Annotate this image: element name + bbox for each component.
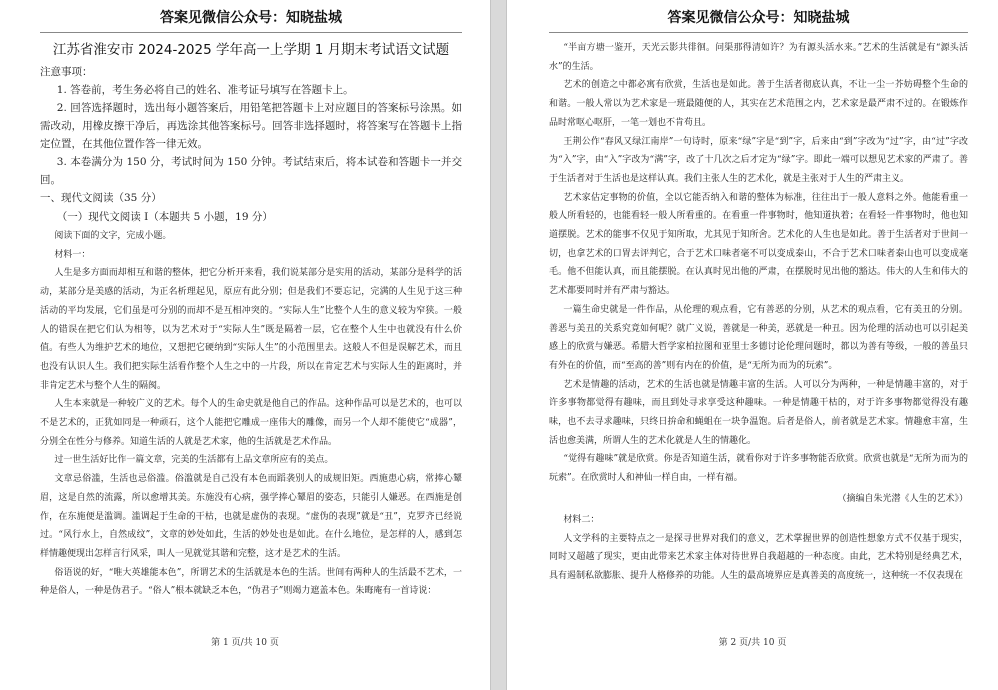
- page-footer: 第 1 页/共 10 页: [211, 638, 279, 648]
- material-label: 材料一：: [54, 249, 91, 260]
- body-paragraph: 人生是多方面而却相互和谐的整体，把它分析开来看，我们说某部分是实用的活动，某部分是科学的活动，某部分是美感的活动，为正名析理起见，原应有此分别；但是我们不要忘记，完满的人生见于这三种活动的平均发展，它们虽是可分别的而却不是互相冲突的。“实际人生”比整个人生的意义较为窄狭。一般人的错误在把它们认为相等，以为艺术对于“实际人生”既是隔着一层，它在整个人生中也就没有什么价值。有些人为维护艺术的地位，又想把它硬纳到“实际人生”的小范围里去。这般人不但是误解艺术，而且也没有认识人生。我们把实际生活看作整个人生之中的一片段，所以在肯定艺术与实际人生的距离时，并非肯定艺术与整个人生的隔阂。: [40, 268, 462, 391]
- notice-item: 2. 回答选择题时，选出每小题答案后，用铅笔把答题卡上对应题目的答案标号涂黑。如需改动，用橡皮擦干净后，再选涂其他答案标号。回答非选择题时，将答案写在答题卡上指定位置，在其他位置作答一律无效。: [40, 102, 462, 150]
- page-header: 答案见微信公众号：知晓盐城: [667, 10, 850, 26]
- page-footer: 第 2 页/共 10 页: [718, 638, 787, 648]
- body-paragraph: 艺术是情趣的活动，艺术的生活也就是情趣丰富的生活。人可以分为两种，一种是情趣丰富的，对于许多事物都觉得有趣味，而且到处寻求享受这种趣味。一种是情趣干枯的，对于许多事物都觉得没有趣味，也不去寻求趣味，只终日拚命和蝇蛆在一块争温饱。后者是俗人，前者就是艺术家。情趣愈丰富，生活也愈美满，所谓人生的艺术化就是人生的情趣化。: [549, 379, 968, 446]
- body-paragraph: 过一世生活好比作一篇文章，完美的生活都有上品文章所应有的美点。: [54, 455, 334, 466]
- body-paragraph: 俗语说的好，“唯大英雄能本色”，所谓艺术的生活就是本色的生活。世间有两种人的生活最不艺术，一种是俗人，一种是伪君子。“俗人”根本就缺乏本色，“伪君子”则竭力遮盖本色。朱晦庵有一首诗说：: [40, 567, 462, 597]
- source-citation: （摘编自朱光潜《人生的艺术》）: [837, 493, 968, 504]
- body-paragraph: 文章忌俗滥，生活也忌俗滥。俗滥就是自己没有本色而蹈袭别人的成规旧矩。西施患心病，常捧心颦眉，这是自然的流露，所以愈增其美。东施没有心病，强学捧心颦眉的姿态，只能引人嫌恶。在西施是创作，在东施便是滥调。滥调起于生命的干枯，也就是虚伪的表现。“虚伪的表现”就是“丑”，克罗齐已经说过。“风行水上，自然成纹”，文章的妙处如此，生活的妙处也是如此。在什么地位，是怎样的人，感到怎样情趣便现出怎样言行风采，叫人一见就觉其谐和完整，这才是艺术的生活。: [40, 474, 462, 559]
- exam-title: 江苏省淮安市 2024-2025 学年高一上学期 1 月期末考试语文试题: [52, 42, 450, 58]
- page-gutter: [490, 0, 507, 690]
- header-divider: [40, 32, 462, 33]
- body-paragraph: 人生本来就是一种较广义的艺术。每个人的生命史就是他自己的作品。这种作品可以是艺术的，也可以不是艺术的，正犹如同是一种顽石，这个人能把它雕成一座伟大的雕像，而另一个人却不能使它“成器”，分别全在性分与修养。知道生活的人就是艺术家，他的生活就是艺术作品。: [40, 399, 462, 447]
- subsection-heading: （一）现代文阅读 Ⅰ（本题共 5 小题，19 分）: [56, 211, 273, 223]
- body-paragraph: 艺术的创造之中都必寓有欣赏，生活也是如此。善于生活者彻底认真，不让一尘一芥妨碍整个生命的和谐。一般人常以为艺术家是一班最随便的人，其实在艺术范围之内，艺术家是最严肃不过的。在锻炼作品时常呕心呕肝，一笔一划也不肯苟且。: [549, 80, 968, 128]
- body-paragraph: “觉得有趣味”就是欣赏。你是否知道生活，就看你对于许多事物能否欣赏。欣赏也就是“无所为而为的玩索”。在欣赏时人和神仙一样自由，一样有福。: [549, 454, 968, 484]
- notice-label: 注意事项：: [40, 66, 93, 78]
- body-paragraph: 一篇生命史就是一件作品，从伦理的观点看，它有善恶的分别，从艺术的观点看，它有美丑的分别。善恶与美丑的关系究竟如何呢？就广义说，善就是一种美，恶就是一种丑。因为伦理的活动也可以引起美感上的欣赏与嫌恶。希腊大哲学家柏拉图和亚里士多德讨论伦理问题时，都以为善有等级，一般的善虽只有外在的价值，而“至高的善”则有内在的价值，是“无所为而为的玩索”。: [549, 304, 968, 371]
- section-heading: 一、现代文阅读（35 分）: [40, 192, 162, 204]
- instruction-text: 阅读下面的文字，完成小题。: [54, 231, 172, 241]
- material-label: 材料二：: [563, 514, 600, 525]
- body-paragraph: 王荆公作“春风又绿江南岸”一句诗时，原来“绿”字是“到”字，后来由“到”字改为“过”字，由“过”字改为“入”字，由“入”字改为“满”字，改了十几次之后才定为“绿”字。即此一端可以想见艺术家的严肃了。善于生活者对于生活也是这样认真。我们主张人生的艺术化，就是主张对于人生的严肃主义。: [549, 136, 968, 184]
- page-header: 答案见微信公众号：知晓盐城: [160, 10, 342, 26]
- body-paragraph: “半亩方塘一鉴开，天光云影共徘徊。问渠那得清如许？为有源头活水来。”艺术的生活就是有“源头活水”的生活。: [549, 43, 968, 72]
- notice-item: 1. 答卷前，考生务必将自己的姓名、准考证号填写在答题卡上。: [56, 84, 354, 96]
- body-paragraph: 人文学科的主要特点之一是探寻世界对我们的意义，艺术掌握世界的创造性想象方式不仅基于现实，同时又超越了现实，更由此带来艺术家主体对待世界自我超越的一种态度。由此，艺术特别是经典艺术，具有遏制私欲膨胀、提升人格修养的功能。人生的最高境界应是真善美的高度统一，这种统一不仅表现在: [549, 533, 968, 581]
- notice-item: 3. 本卷满分为 150 分，考试时间为 150 分钟。考试结束后，将本试卷和答题卡一并交回。: [40, 156, 462, 186]
- document-page-1: [0, 0, 490, 690]
- document-page-2: [507, 0, 998, 690]
- body-paragraph: 艺术家估定事物的价值，全以它能否纳入和谐的整体为标准，往往出于一般人意料之外。他能看重一般人所看轻的，也能看轻一般人所看重的。在看重一件事物时，他知道执着；在看轻一件事物时，他也知道摆脱。艺术的能事不仅见于知所取，尤其见于知所舍。艺术化的人生也是如此。善于生活者对于世间一切，也拿艺术的口胃去评判它，合于艺术口味者毫不可以变成泰山，不合于艺术口味者泰山也可以变成毫毛。他不但能认真，而且能摆脱。在认真时见出他的严肃，在摆脱时见出他的豁达。伟大的人生和伟大的艺术都要同时并有严肃与豁达。: [549, 192, 968, 297]
